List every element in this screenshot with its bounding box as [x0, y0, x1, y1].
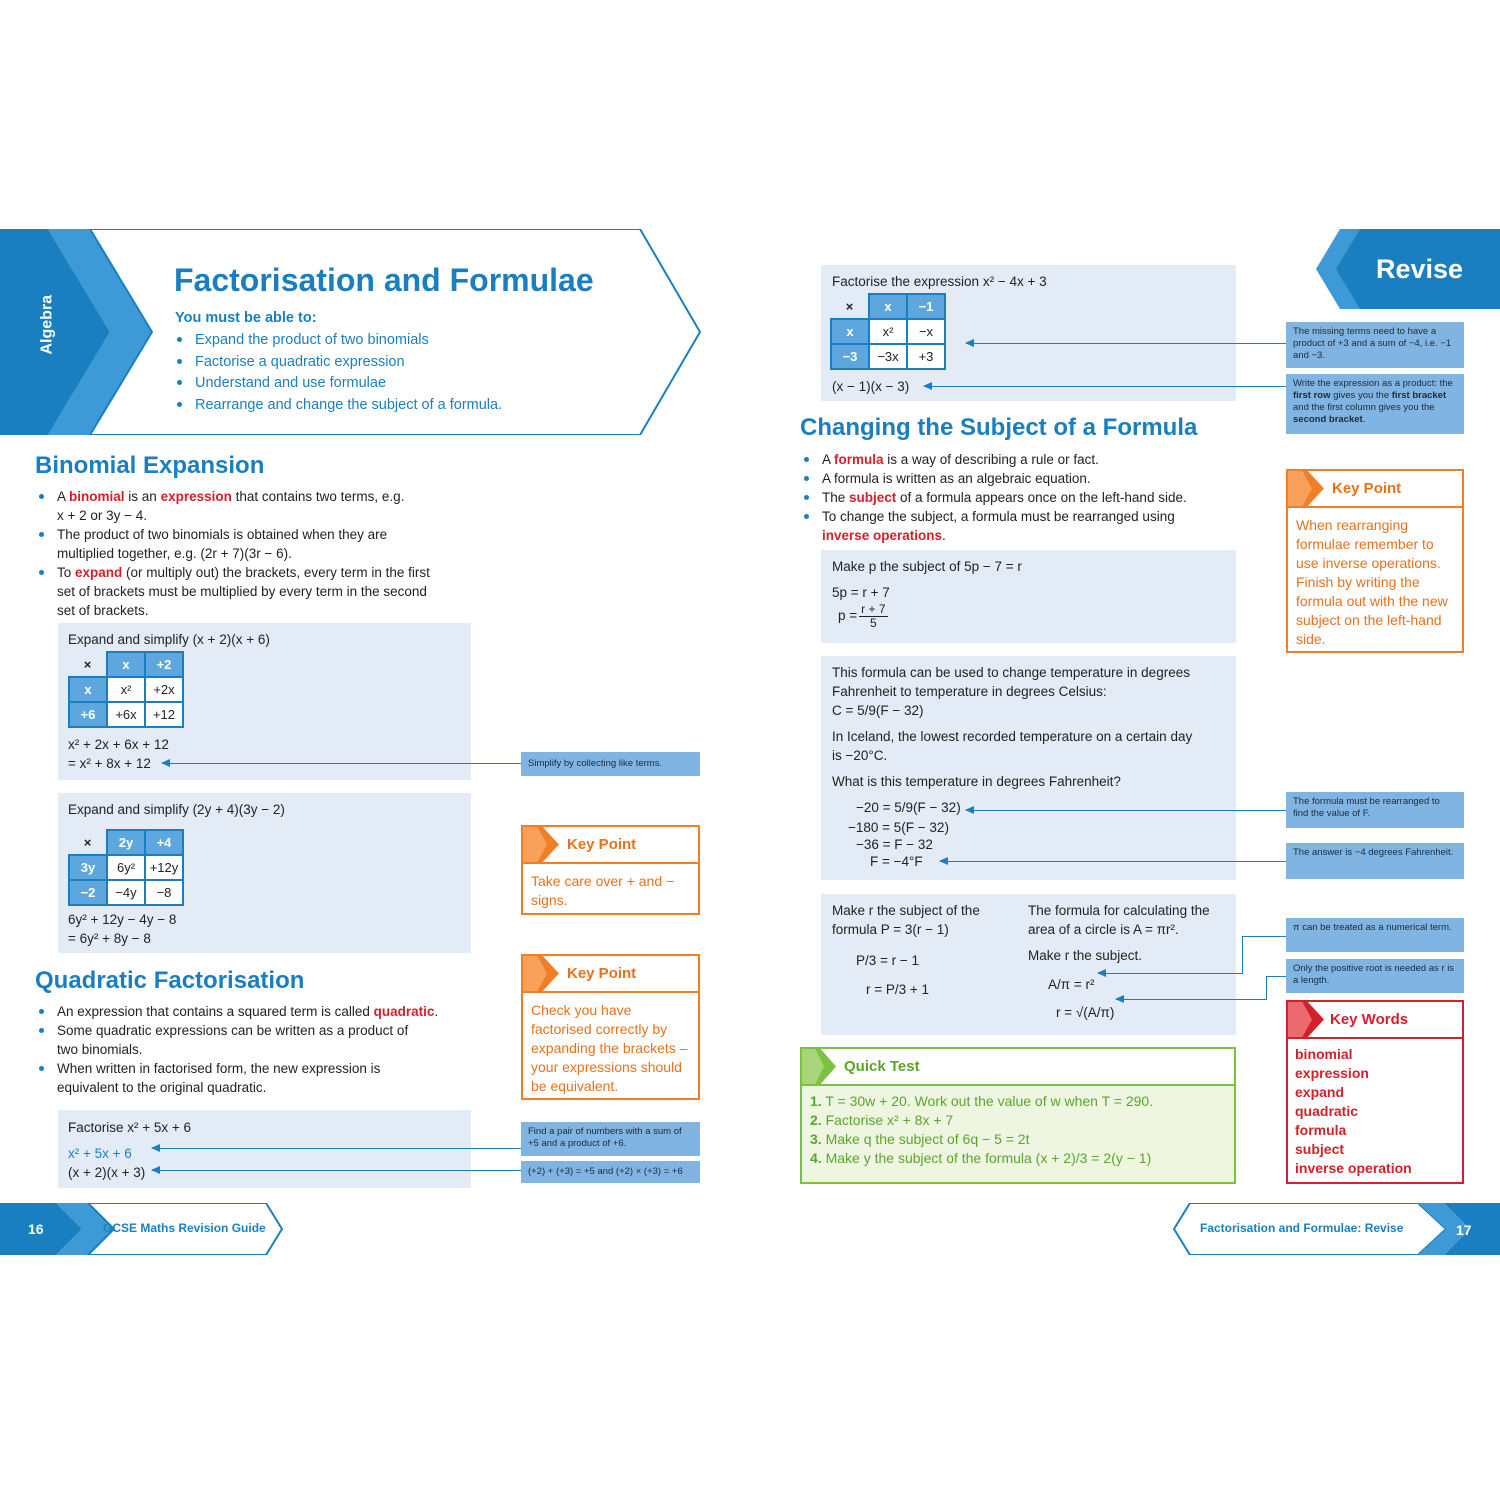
grid-cell: 6y²	[107, 855, 145, 880]
subject-bullet: The subject of a formula appears once on the left-hand side.	[802, 488, 1232, 507]
grid-cell: −3	[831, 344, 869, 369]
objective-item: Understand and use formulae	[175, 373, 502, 395]
example-2-answer: = 6y² + 8y − 8	[68, 931, 151, 946]
example-7-step: P/3 = r − 1	[856, 953, 920, 968]
key-point-box-3	[1286, 469, 1464, 653]
grid-cell: x²	[107, 677, 145, 702]
objectives-heading: You must be able to:	[175, 310, 317, 326]
key-words-box	[1286, 1000, 1464, 1184]
grid-cell: x	[831, 319, 869, 344]
example-6-text: This formula can be used to change temperature in degrees Fahrenheit to temperature in degrees Celsius:	[832, 665, 1190, 699]
grid-table-4	[830, 293, 946, 370]
annotation-note: Simplify by collecting like terms.	[521, 752, 700, 776]
grid-cell: ×	[845, 298, 854, 314]
example-3-step: x² + 5x + 6	[68, 1146, 132, 1161]
key-word: binomial	[1295, 1046, 1353, 1062]
example-7b-instruction: Make r the subject.	[1028, 948, 1143, 963]
objectives-list	[175, 330, 502, 416]
example-7b-answer: r = √(A/π)	[1056, 1005, 1115, 1020]
connector-line	[1242, 936, 1286, 937]
quadratic-bullet: Some quadratic expressions can be written as a product of two binomials.	[37, 1021, 497, 1059]
binomial-bullet: The product of two binomials is obtained when they are multiplied together, e.g. (2r + 7)(3r − 6).	[37, 525, 477, 563]
grid-cell: ×	[83, 834, 92, 850]
example-2-title: Expand and simplify (2y + 4)(3y − 2)	[68, 802, 285, 817]
key-word: subject	[1295, 1141, 1345, 1157]
revise-label: Revise	[1376, 254, 1464, 284]
binomial-heading: Binomial Expansion	[35, 452, 265, 479]
example-2-step: 6y² + 12y − 4y − 8	[68, 912, 177, 927]
example-4-title: Factorise the expression x² − 4x + 3	[832, 274, 1047, 289]
page-number-right: 17	[1456, 1222, 1472, 1238]
example-5-step: 5p = r + 7	[832, 585, 890, 600]
example-6-step: −180 = 5(F − 32)	[848, 820, 949, 835]
key-word: quadratic	[1295, 1103, 1359, 1119]
grid-cell: +12y	[145, 855, 183, 880]
annotation-arrow	[966, 810, 1286, 811]
grid-cell: x	[69, 677, 107, 702]
section-footer-title: Factorisation and Formulae: Revise	[1200, 1221, 1404, 1235]
connector-line	[1266, 976, 1286, 977]
grid-cell: −4y	[107, 880, 145, 905]
quadratic-bullet: An expression that contains a squared term is called quadratic.	[37, 1002, 497, 1021]
grid-cell: −3x	[869, 344, 907, 369]
example-3-answer: (x + 2)(x + 3)	[68, 1165, 146, 1180]
annotation-arrow	[152, 1148, 522, 1149]
subject-bullet: A formula is written as an algebraic equation.	[802, 469, 1232, 488]
annotation-note: Find a pair of numbers with a sum of +5 and a product of +6.	[521, 1122, 700, 1156]
annotation-arrow	[924, 386, 1286, 387]
grid-cell: ×	[83, 656, 92, 672]
subject-bullet: To change the subject, a formula must be rearranged using inverse operations.	[802, 507, 1232, 545]
grid-cell: −x	[907, 319, 945, 344]
key-word: formula	[1295, 1122, 1347, 1138]
example-1-step: x² + 2x + 6x + 12	[68, 737, 169, 752]
example-1-title: Expand and simplify (x + 2)(x + 6)	[68, 632, 270, 647]
grid-cell: −2	[69, 880, 107, 905]
example-4-answer: (x − 1)(x − 3)	[832, 379, 910, 394]
connector-line	[1266, 976, 1267, 1000]
key-words-title: Key Words	[1330, 1011, 1409, 1028]
subject-heading: Changing the Subject of a Formula	[800, 414, 1198, 441]
sidebar-section-label: Algebra	[38, 294, 56, 355]
quick-test-title: Quick Test	[844, 1058, 920, 1075]
quadratic-bullet: When written in factorised form, the new expression is equivalent to the original quadratic.	[37, 1059, 497, 1097]
objective-item: Factorise a quadratic expression	[175, 352, 502, 374]
grid-cell: 3y	[69, 855, 107, 880]
annotation-arrow	[162, 763, 522, 764]
quadratic-heading: Quadratic Factorisation	[35, 967, 305, 994]
example-3-title: Factorise x² + 5x + 6	[68, 1120, 192, 1135]
grid-cell: +4	[145, 830, 183, 855]
binomial-bullets	[37, 487, 477, 620]
example-5-title: Make p the subject of 5p − 7 = r	[832, 559, 1022, 574]
grid-cell: +3	[907, 344, 945, 369]
example-6-step: −36 = F − 32	[856, 837, 933, 852]
example-7b-text: The formula for calculating the area of a circle is A = πr².	[1028, 903, 1210, 937]
example-7b-step: A/π = r²	[1048, 977, 1095, 992]
quick-test-box	[800, 1047, 1236, 1184]
binomial-bullet: A binomial is an expression that contains two terms, e.g. x + 2 or 3y − 4.	[37, 487, 477, 525]
subject-bullet: A formula is a way of describing a rule or fact.	[802, 450, 1232, 469]
key-point-text: Check you have factorised correctly by expanding the brackets – your expressions should be equivalent.	[531, 1002, 688, 1094]
grid-table-2	[68, 829, 184, 906]
annotation-note: (+2) + (+3) = +5 and (+2) × (+3) = +6	[521, 1161, 700, 1183]
key-word: expression	[1295, 1065, 1369, 1081]
grid-cell: +12	[145, 702, 183, 727]
grid-cell: +6x	[107, 702, 145, 727]
grid-cell: x	[869, 294, 907, 319]
quick-test-item: 1. T = 30w + 20. Work out the value of w when T = 290.	[810, 1093, 1154, 1109]
key-point-title: Key Point	[567, 965, 637, 982]
key-words-list	[1288, 1039, 1462, 1178]
key-word: expand	[1295, 1084, 1345, 1100]
example-6-answer: F = −4°F	[870, 854, 923, 869]
example-5-answer: p = $\frac{r + 7}{5}$	[838, 602, 886, 630]
example-7-answer: r = P/3 + 1	[866, 982, 930, 997]
annotation-note: The missing terms need to have a product of +3 and a sum of −4, i.e. −1 and −3.	[1286, 322, 1464, 368]
key-point-box-2	[521, 954, 700, 1100]
key-point-text: When rearranging formulae remember to use inverse operations. Finish by writing the formula out with the new subject on the left-hand side.	[1296, 517, 1448, 647]
annotation-note: Write the expression as a product: the first row gives you the first bracket and the first column gives you the second bracket.	[1286, 374, 1464, 434]
key-point-text: Take care over + and − signs.	[531, 873, 675, 908]
grid-cell: +2x	[145, 677, 183, 702]
example-6-formula: C = 5/9(F − 32)	[832, 703, 924, 718]
annotation-arrow	[1098, 973, 1243, 974]
grid-cell: +6	[69, 702, 107, 727]
grid-cell: 2y	[107, 830, 145, 855]
quick-test-list	[802, 1086, 1234, 1168]
subject-bullets	[802, 450, 1232, 545]
key-point-title: Key Point	[567, 836, 637, 853]
example-1-answer: = x² + 8x + 12	[68, 756, 151, 771]
example-6-context: In Iceland, the lowest recorded temperature on a certain day is −20°C.	[832, 729, 1193, 763]
grid-cell: −8	[145, 880, 183, 905]
annotation-arrow	[966, 343, 1286, 344]
page-title: Factorisation and Formulae	[174, 262, 594, 298]
annotation-arrow	[1116, 999, 1267, 1000]
quick-test-item: 3. Make q the subject of 6q − 5 = 2t	[810, 1131, 1030, 1147]
annotation-note: The formula must be rearranged to find the value of F.	[1286, 792, 1464, 828]
objective-item: Expand the product of two binomials	[175, 330, 502, 352]
book-title: GCSE Maths Revision Guide	[103, 1221, 266, 1235]
key-point-box-1	[521, 825, 700, 915]
page-number-left: 16	[28, 1221, 44, 1237]
grid-cell: x	[107, 652, 145, 677]
quadratic-bullets	[37, 1002, 497, 1097]
key-word: inverse operation	[1295, 1160, 1412, 1176]
annotation-note: π can be treated as a numerical term.	[1286, 918, 1464, 952]
binomial-bullet: To expand (or multiply out) the brackets, every term in the first set of brackets must be multiplied by every term in the second set of brackets.	[37, 563, 477, 620]
annotation-arrow	[940, 861, 1286, 862]
example-6-step: −20 = 5/9(F − 32)	[856, 800, 961, 815]
example-7-text: Make r the subject of the formula P = 3(r − 1)	[832, 903, 980, 937]
grid-table-1	[68, 651, 184, 728]
annotation-arrow	[152, 1170, 522, 1171]
quick-test-item: 4. Make y the subject of the formula (x + 2)/3 = 2(y − 1)	[810, 1150, 1152, 1166]
objective-item: Rearrange and change the subject of a formula.	[175, 395, 502, 417]
example-6-question: What is this temperature in degrees Fahrenheit?	[832, 774, 1121, 789]
annotation-note: The answer is −4 degrees Fahrenheit.	[1286, 843, 1464, 879]
quick-test-item: 2. Factorise x² + 8x + 7	[810, 1112, 954, 1128]
grid-cell: −1	[907, 294, 945, 319]
annotation-note: Only the positive root is needed as r is a length.	[1286, 959, 1464, 993]
grid-cell: +2	[145, 652, 183, 677]
key-point-title: Key Point	[1332, 480, 1402, 497]
connector-line	[1242, 936, 1243, 973]
grid-cell: x²	[869, 319, 907, 344]
